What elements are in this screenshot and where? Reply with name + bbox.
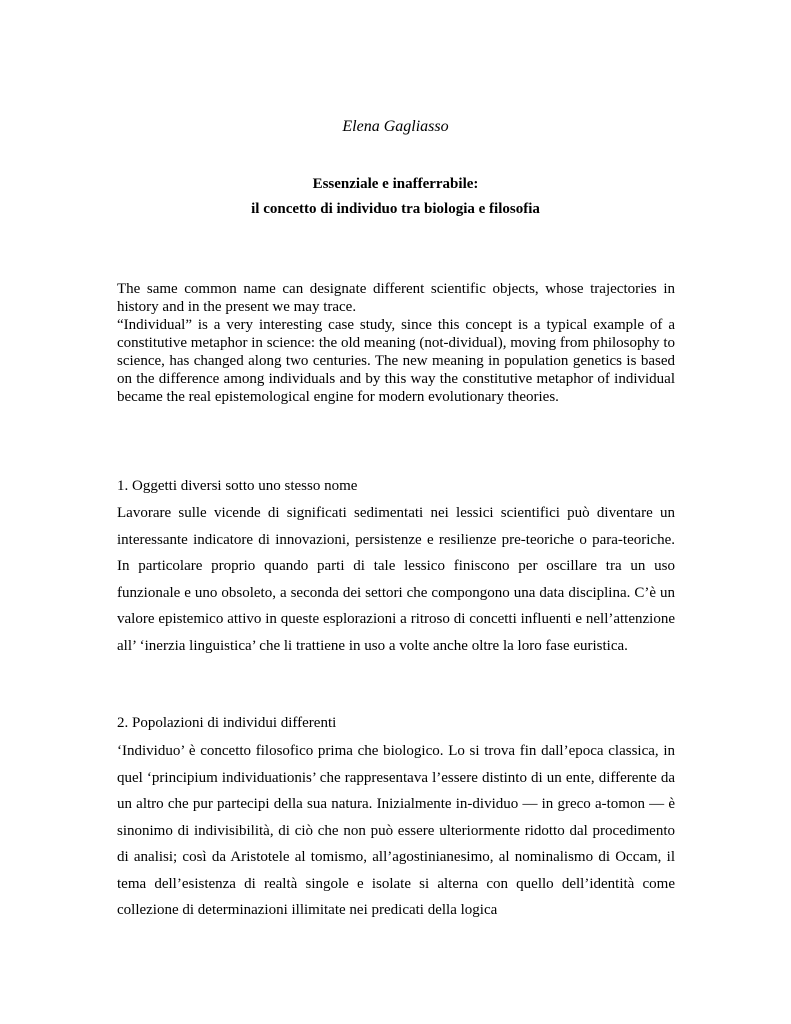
section-heading-2: 2. Popolazioni di individui differenti	[117, 715, 337, 731]
abstract-paragraph-2: “Individual” is a very interesting case study, since this concept is a typical example of a constitutive metaphor in science: the old meaning (not-dividual), moving from philosophy to science, has changed along two centuries. The new meaning in population genetics is based on the difference among individuals and by this way the constitutive metaphor of individual became the real epistemological engine for modern evolutionary theories.	[117, 317, 675, 405]
abstract-paragraph-1: The same common name can designate different scientific objects, whose trajectories in history and in the present we may trace.	[117, 281, 675, 315]
section-heading-1: 1. Oggetti diversi sotto uno stesso nome	[117, 478, 358, 494]
section-body-1: Lavorare sulle vicende di significati sedimentati nei lessici scientifici può diventare un interessante indicatore di innovazioni, persistenze e resilienze pre-teoriche o para-teoriche. In particolare proprio quando parti di tale lessico finiscono per oscillare tra un uso funzionale e uno obsoleto, a seconda dei settori che compongono una data disciplina. C’è un valore epistemico attivo in queste esplorazioni a ritroso di concetti influenti e nell’attenzione all’ ‘inerzia linguistica’ che li trattiene in uso a volte anche oltre la loro fase euristica.	[117, 505, 675, 654]
abstract	[117, 280, 675, 406]
title-line-1: Essenziale e inafferrabile:	[312, 176, 479, 192]
title-line-2: il concetto di individuo tra biologia e filosofia	[251, 201, 540, 217]
section-body-2: ‘Individuo’ è concetto filosofico prima che biologico. Lo si trova fin dall’epoca classica, in quel ‘principium individuationis’ che rappresentava l’essere distinto di un ente, differente da un altro che pur partecipi della sua natura. Inizialmente in-dividuo — in greco a-tomon — è sinonimo di indivisibilità, di ciò che non può essere ulteriormente ridotto dal procedimento di analisi; così da Aristotele al tomismo, all’agostinianesimo, al nominalismo di Occam, il tema dell’esistenza di realtà singole e isolate si alterna con quello dell’identità come collezione di determinazioni illimitate nei predicati della logica	[117, 743, 675, 918]
author-name: Elena Gagliasso	[342, 118, 449, 135]
